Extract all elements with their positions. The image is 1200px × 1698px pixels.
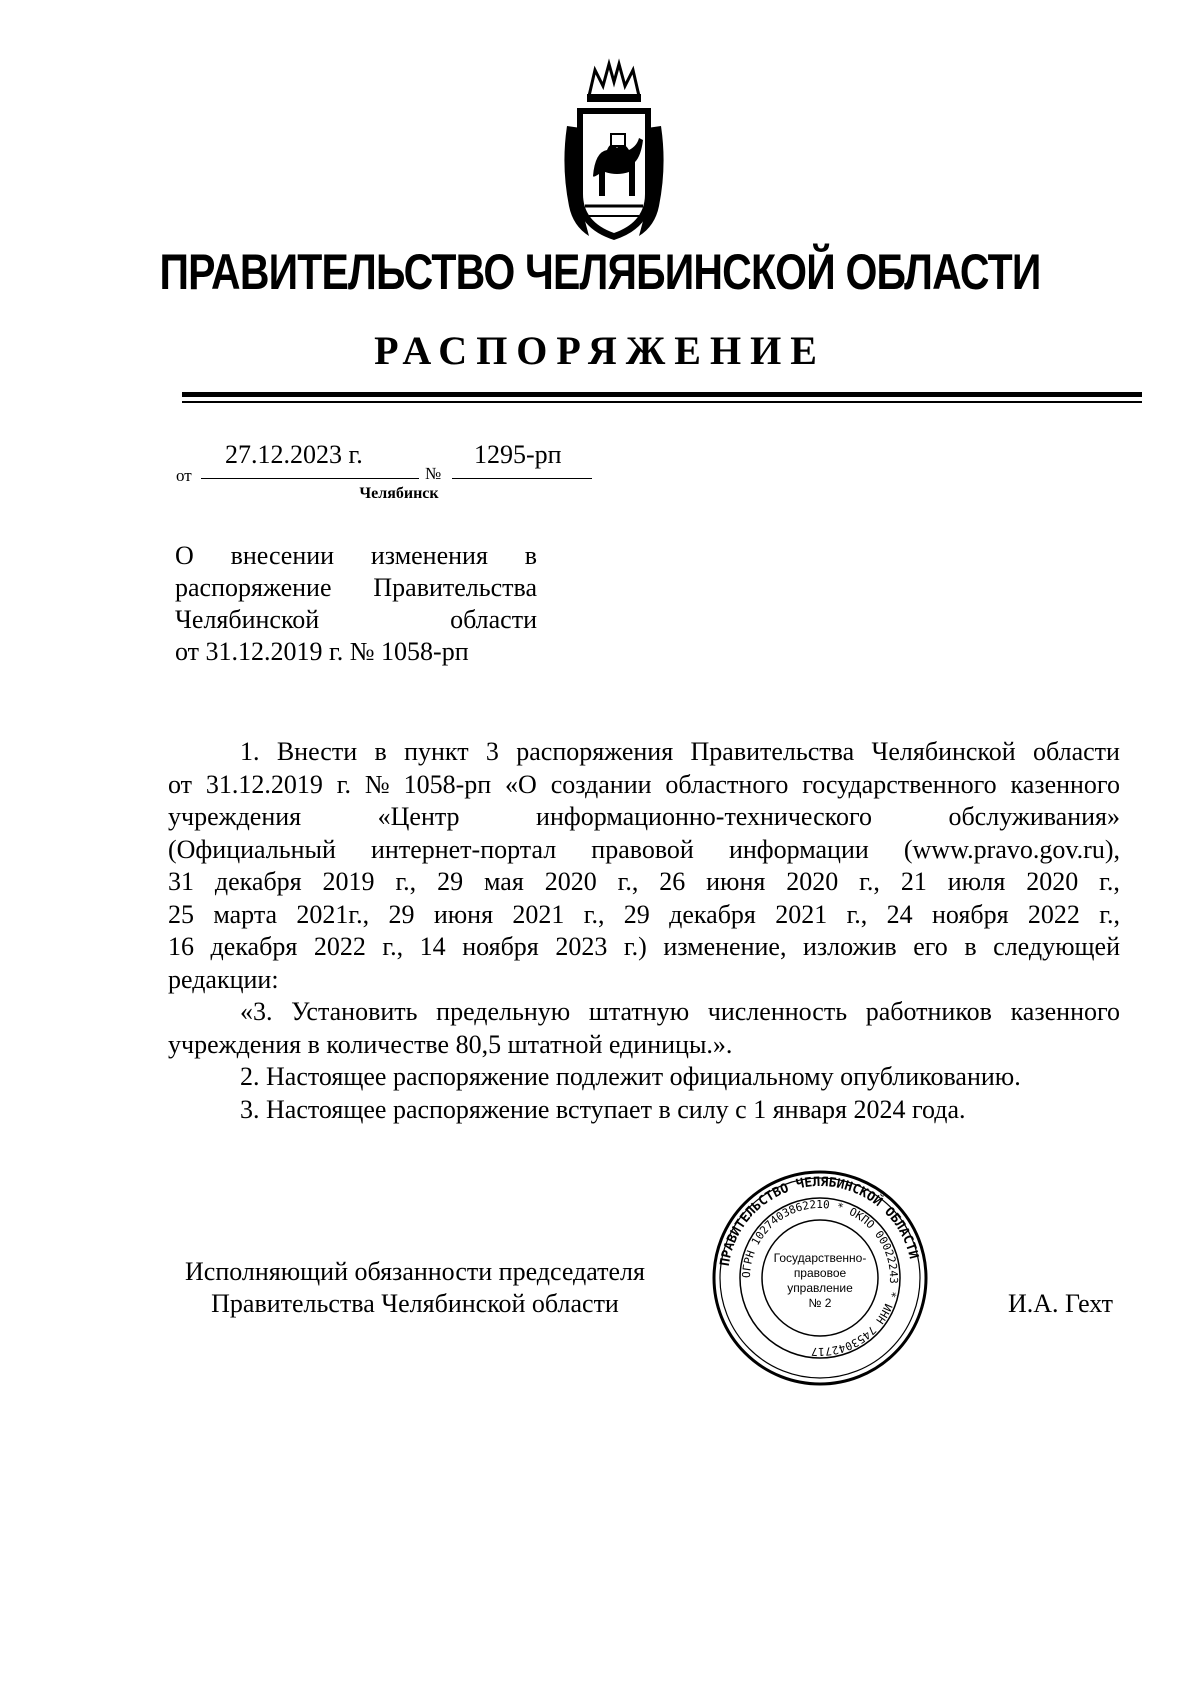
body-word: 31 [168,867,194,896]
body-word: предельную [436,997,571,1026]
body-word: 2021 [512,899,565,929]
body-word: (www.pravo.gov.ru), [903,834,1120,864]
stamp-outer-text: ПРАВИТЕЛЬСТВО ЧЕЛЯБИНСКОЙ ОБЛАСТИ [717,1174,921,1268]
government-title: ПРАВИТЕЛЬСТВО ЧЕЛЯБИНСКОЙ ОБЛАСТИ [159,244,1041,300]
header-rule-thin [182,401,1142,403]
body-line [168,899,1120,932]
body-word: Внести [276,737,358,766]
body-word: г.) [623,932,647,961]
body-word: областного [665,769,789,799]
body-word: правовой [591,834,694,864]
body-line [168,996,1120,1029]
body-line: 2. Настоящее распоряжение подлежит официальному опубликованию. [240,1062,1021,1091]
body-word: декабря [214,867,302,896]
body-word: 2020 [786,867,839,896]
body-word: 2020 [544,867,597,896]
signatory-position-line: Исполняющий обязанности председателя [185,1257,645,1286]
body-word: июня [433,899,494,929]
body-word: 31.12.2019 [205,769,323,799]
body-word: 24 [886,899,913,929]
body-word: г., [1099,899,1120,929]
body-word: государственного [802,769,997,799]
body-word: июня [706,867,766,896]
body-word: Установить [291,997,418,1026]
body-word: численность [707,997,848,1026]
body-word: декабря [669,899,756,929]
body-word: ноября [462,932,539,961]
body-word: 2021 [775,899,828,929]
body-word: г., [859,867,880,896]
body-word: пункт [404,737,469,766]
stamp-center-line: правовое [793,1266,847,1280]
body-word: следующей [993,932,1120,961]
body-word: области [1033,737,1120,766]
body-word: Правительства [690,737,855,766]
body-line: 3. Настоящее распоряжение вступает в силу с 1 января 2024 года. [240,1094,966,1124]
body-word: информационно-технического [536,802,872,831]
body-word: в [374,737,387,766]
body-word: 29 [623,899,650,929]
body-word: 2020 [1026,867,1079,896]
subject-line: от 31.12.2019 г. № 1058-рп [175,637,469,666]
body-word: от [168,769,193,799]
body-word: «3. [240,997,273,1026]
body-word: распоряжения [516,737,674,766]
stamp-ring-text: ОГРН 1027403862210 * ОКПО 00022243 * ИНН 7453042717 [739,1197,901,1359]
signatory-position [165,1256,665,1320]
body-line [168,801,1120,834]
document-type: РАСПОРЯЖЕНИЕ [374,328,826,373]
body-word: 21 [900,867,927,896]
body-word: 25 [168,899,194,929]
body-line [168,931,1120,964]
body-word: казенного [1010,997,1120,1026]
body-word: казенного [1010,769,1120,799]
number-underline [452,478,592,479]
body-word: 26 [659,867,686,896]
body-word: мая [484,867,524,896]
body-word: 2019 [322,867,375,896]
document-date: 27.12.2023 г. [225,440,363,469]
body-word: 1058-рп [403,769,492,799]
document-subject [175,540,537,668]
body-word: создании [550,769,652,799]
body-word: 14 [419,932,446,961]
body-word: 2023 [555,932,608,961]
body-word: в [964,932,977,961]
body-word: июля [947,867,1006,896]
body-line [168,866,1120,899]
body-word: 16 [168,932,194,961]
body-word: г., [382,932,404,961]
body-word: г., [1099,867,1120,896]
body-word: 29 [437,867,464,896]
body-word: Челябинской [871,737,1016,766]
body-word: 1. [240,737,260,766]
signatory-name: И.А. Гехт [1008,1289,1114,1318]
subject-line: О внесении изменения в [175,541,537,570]
body-word: 2021г., [296,899,370,929]
date-underline [201,478,419,479]
header-rule-thick [182,392,1142,397]
body-line: редакции: [168,964,279,994]
body-word: его [913,932,948,961]
body-word: декабря [210,932,298,961]
body-word: «Центр [377,802,460,831]
body-line [168,769,1120,802]
body-word: работников [865,997,992,1026]
body-word: № [364,769,390,799]
subject-line: Челябинской области [175,605,537,634]
body-line [168,736,1120,769]
body-word: информации [728,834,869,864]
body-word: г. [336,769,352,799]
stamp-center-line: № 2 [808,1296,832,1310]
stamp-center-line: Государственно- [773,1251,867,1265]
body-word: изменение, [663,932,787,961]
body-line [168,834,1120,867]
body-word: учреждения [168,802,302,831]
body-line: учреждения в количестве 80,5 штатной единицы.». [168,1029,733,1059]
body-word: «О [505,769,537,799]
body-word: 2022 [1027,899,1080,929]
body-word: 2022 [313,932,366,961]
document-number: 1295-рп [474,440,562,469]
body-word: ноября [931,899,1009,929]
city-name: Челябинск [359,485,439,502]
subject-line: распоряжение Правительства [175,573,537,602]
number-label: № [425,464,442,483]
document-body [168,736,1120,1126]
official-stamp [710,1168,930,1388]
body-word: г., [583,899,605,929]
body-word: обслуживания» [948,802,1120,831]
body-word: (Официальный [168,834,336,864]
body-word: штатную [588,997,690,1026]
stamp-center-line: управление [787,1281,853,1295]
body-word: марта [213,899,278,929]
from-label: от [176,466,192,485]
signatory-position-line: Правительства Челябинской области [211,1289,619,1318]
body-word: 29 [388,899,415,929]
body-word: г., [617,867,639,896]
coat-of-arms-icon [559,56,669,244]
body-word: интернет-портал [371,834,557,864]
body-word: г., [846,899,868,929]
body-word: г., [395,867,417,896]
body-word: 3 [485,737,499,766]
body-word: изложив [803,932,897,961]
